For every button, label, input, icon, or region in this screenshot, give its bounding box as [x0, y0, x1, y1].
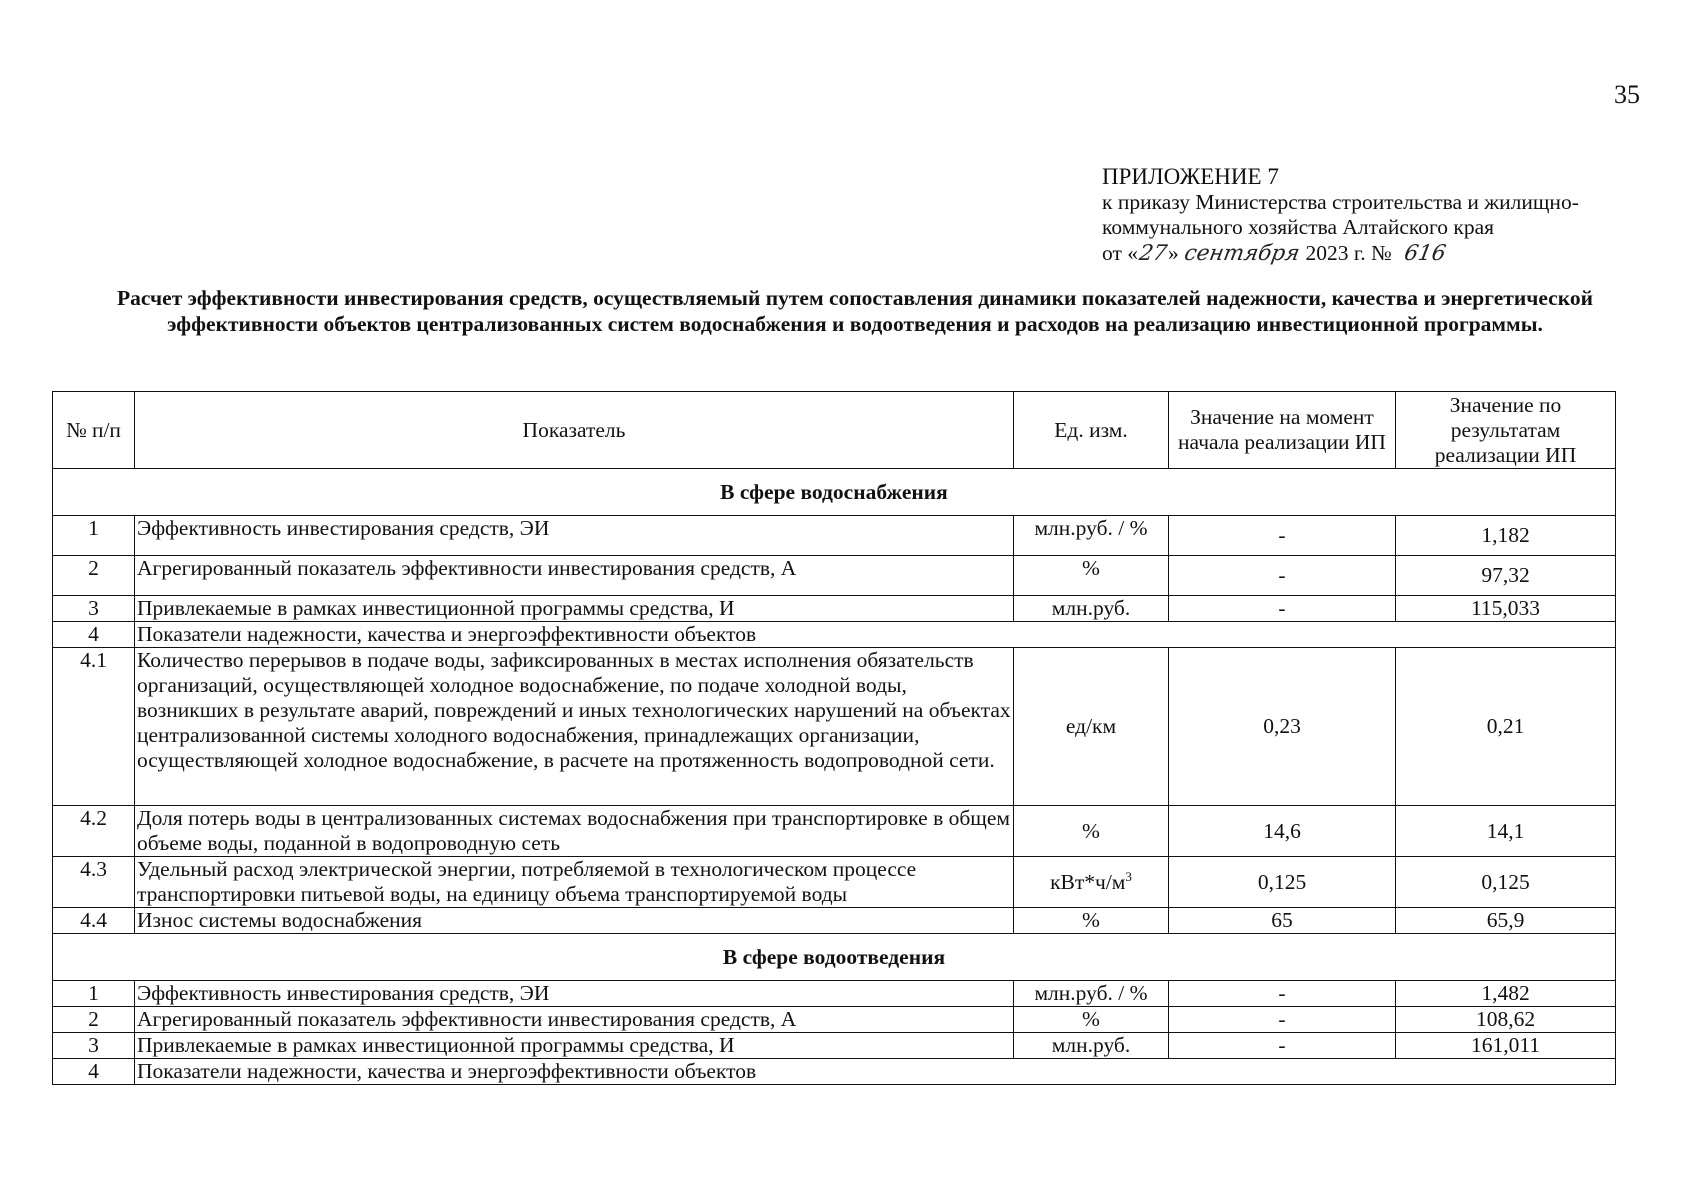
- appendix-line-2: коммунального хозяйства Алтайского края: [1102, 215, 1495, 239]
- row-result-value: 161,011: [1396, 1033, 1616, 1059]
- row-result-value: 14,1: [1396, 806, 1616, 857]
- row-result-value: 65,9: [1396, 908, 1616, 934]
- row-start-value: -: [1169, 1033, 1396, 1059]
- row-unit: млн.руб.: [1014, 596, 1169, 622]
- section-row-wastewater: [53, 934, 1616, 981]
- row-result-value: 1,482: [1396, 981, 1616, 1007]
- row-indicator: Привлекаемые в рамках инвестиционной программы средства, И: [135, 1033, 1014, 1059]
- section-title: В сфере водоснабжения: [53, 469, 1616, 516]
- date-year: 2023 г. №: [1305, 240, 1392, 265]
- table-row: [53, 806, 1616, 857]
- row-indicator: Эффективность инвестирования средств, ЭИ: [135, 516, 1014, 556]
- header-num: № п/п: [53, 392, 135, 469]
- table-row: [53, 556, 1616, 596]
- row-unit: ед/км: [1014, 648, 1169, 806]
- header-indicator: Показатель: [135, 392, 1014, 469]
- row-num: 4.3: [53, 857, 135, 908]
- row-num: 1: [53, 981, 135, 1007]
- row-num: 4.2: [53, 806, 135, 857]
- appendix-line-1: к приказу Министерства строительства и жилищно-: [1102, 189, 1579, 214]
- table-row: [53, 908, 1616, 934]
- row-num: 4: [53, 1059, 135, 1085]
- row-start-value: 0,23: [1169, 648, 1396, 806]
- date-prefix: от «: [1102, 240, 1138, 265]
- row-result-value: 97,32: [1396, 556, 1616, 596]
- table-row: [53, 596, 1616, 622]
- row-num: 4: [53, 622, 135, 648]
- row-unit: %: [1014, 1007, 1169, 1033]
- row-result-value: 115,033: [1396, 596, 1616, 622]
- row-indicator: Показатели надежности, качества и энергоэффективности объектов: [135, 622, 1616, 648]
- header-result-value: Значение по результатам реализации ИП: [1396, 392, 1616, 469]
- document-title: Расчет эффективности инвестирования средств, осуществляемый путем сопоставления динамики показателей надежности, качества и энергетической эффективности объектов централизованных систем водоснабжения и водоотведения и расходов на реализацию инвестиционной программы.: [117, 286, 1593, 336]
- appendix-date-line: [1102, 241, 1662, 267]
- table-row: [53, 622, 1616, 648]
- row-indicator: Количество перерывов в подаче воды, зафиксированных в местах исполнения обязательств организаций, осуществляющей холодное водоснабжение, по подаче холодной воды, возникших в результате аварий, повреждений и иных технологических нарушений на объектах централизованной системы холодного водоснабжения, принадлежащих организации, осуществляющей холодное водоснабжение, в расчете на протяженность водопроводной сети.: [135, 648, 1014, 806]
- header-start-value: Значение на момент начала реализации ИП: [1169, 392, 1396, 469]
- row-num: 3: [53, 1033, 135, 1059]
- row-start-value: -: [1169, 981, 1396, 1007]
- row-num: 2: [53, 556, 135, 596]
- row-indicator: Износ системы водоснабжения: [135, 908, 1014, 934]
- header-unit: Ед. изм.: [1014, 392, 1169, 469]
- appendix-header: [1102, 164, 1662, 266]
- row-start-value: 65: [1169, 908, 1396, 934]
- row-start-value: -: [1169, 1007, 1396, 1033]
- row-unit: млн.руб.: [1014, 1033, 1169, 1059]
- row-indicator: Доля потерь воды в централизованных системах водоснабжения при транспортировке в общем объеме воды, поданной в водопроводную сеть: [135, 806, 1014, 857]
- section-title: В сфере водоотведения: [53, 934, 1616, 981]
- handwritten-day: 27: [1137, 240, 1169, 266]
- row-indicator: Удельный расход электрической энергии, потребляемой в технологическом процессе транспортировки питьевой воды, на единицу объема транспортируемой воды: [135, 857, 1014, 908]
- row-indicator: Привлекаемые в рамках инвестиционной программы средства, И: [135, 596, 1014, 622]
- row-unit: [1014, 857, 1169, 908]
- unit-superscript: 3: [1125, 868, 1132, 884]
- table-row: [53, 516, 1616, 556]
- unit-text: кВт*ч/м: [1050, 869, 1126, 894]
- row-unit: %: [1014, 908, 1169, 934]
- row-start-value: -: [1169, 596, 1396, 622]
- table-header-row: [53, 392, 1616, 469]
- row-result-value: 1,182: [1396, 516, 1616, 556]
- row-result-value: 108,62: [1396, 1007, 1616, 1033]
- row-start-value: -: [1169, 556, 1396, 596]
- handwritten-order-number: 616: [1402, 240, 1448, 266]
- row-unit: млн.руб. / %: [1014, 981, 1169, 1007]
- table-row: [53, 1007, 1616, 1033]
- row-unit: %: [1014, 806, 1169, 857]
- row-indicator: Агрегированный показатель эффективности инвестирования средств, А: [135, 1007, 1014, 1033]
- row-start-value: -: [1169, 516, 1396, 556]
- page-number: 35: [1614, 80, 1640, 109]
- row-start-value: 14,6: [1169, 806, 1396, 857]
- row-indicator: Эффективность инвестирования средств, ЭИ: [135, 981, 1014, 1007]
- row-unit: млн.руб. / %: [1014, 516, 1169, 556]
- date-day-close: »: [1168, 240, 1179, 265]
- row-num: 4.4: [53, 908, 135, 934]
- row-num: 3: [53, 596, 135, 622]
- row-num: 4.1: [53, 648, 135, 806]
- row-unit: %: [1014, 556, 1169, 596]
- appendix-title: ПРИЛОЖЕНИЕ 7: [1102, 164, 1279, 189]
- row-result-value: 0,125: [1396, 857, 1616, 908]
- row-num: 2: [53, 1007, 135, 1033]
- row-start-value: 0,125: [1169, 857, 1396, 908]
- row-indicator: Показатели надежности, качества и энергоэффективности объектов: [135, 1059, 1616, 1085]
- handwritten-month: сентября: [1182, 240, 1302, 266]
- row-indicator: Агрегированный показатель эффективности инвестирования средств, А: [135, 556, 1014, 596]
- section-row-water-supply: [53, 469, 1616, 516]
- row-num: 1: [53, 516, 135, 556]
- indicators-table: [52, 391, 1616, 1085]
- table-row: [53, 648, 1616, 806]
- table-row: [53, 1033, 1616, 1059]
- table-row: [53, 857, 1616, 908]
- table-row: [53, 981, 1616, 1007]
- row-result-value: 0,21: [1396, 648, 1616, 806]
- table-row: [53, 1059, 1616, 1085]
